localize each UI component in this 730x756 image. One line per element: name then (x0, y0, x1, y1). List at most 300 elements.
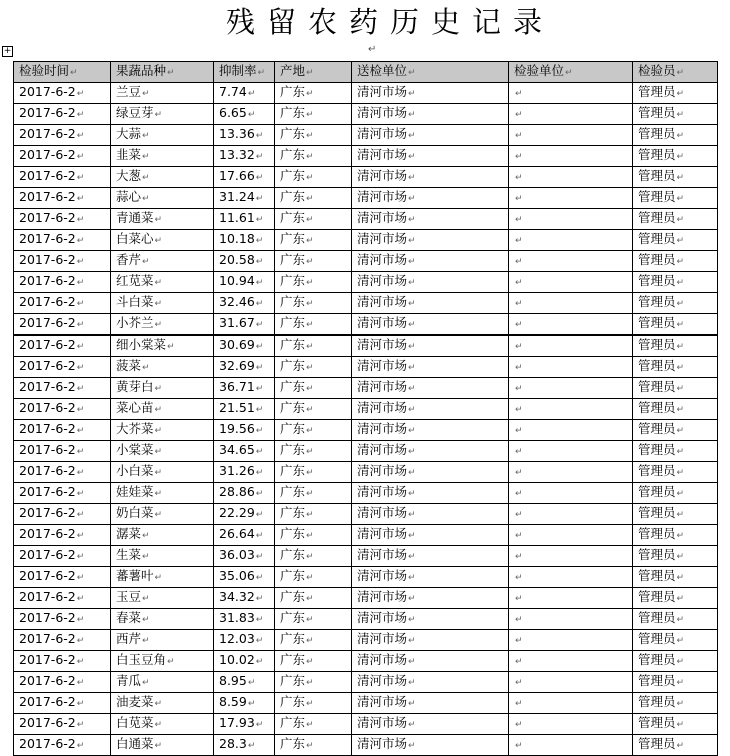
table-move-handle-icon[interactable]: + (3, 46, 12, 56)
cell-inspection-date[interactable] (14, 399, 111, 420)
cell-inspection-date[interactable] (14, 735, 111, 756)
cell-produce-variety[interactable] (111, 714, 214, 735)
cell-end-mark-icon: ↵ (255, 636, 264, 646)
cell-inspection-date[interactable] (14, 609, 111, 630)
cell-submitting-unit[interactable] (352, 188, 509, 209)
cell-inspection-date[interactable] (14, 525, 111, 546)
cell-inspection-date[interactable] (14, 62, 111, 83)
cell-origin[interactable] (275, 504, 352, 525)
cell-origin[interactable] (275, 314, 352, 336)
cell-end-mark-icon: ↵ (154, 426, 163, 436)
cell-origin[interactable] (275, 357, 352, 378)
cell-inspection-date[interactable] (14, 714, 111, 735)
cell-inspecting-unit[interactable] (509, 546, 633, 567)
cell-end-mark-icon: ↵ (255, 510, 264, 520)
cell-origin[interactable] (275, 567, 352, 588)
cell-origin[interactable] (275, 251, 352, 272)
cell-inspector[interactable] (633, 504, 718, 525)
cell-submitting-unit[interactable] (352, 335, 509, 357)
cell-produce-variety[interactable] (111, 588, 214, 609)
cell-origin[interactable] (275, 83, 352, 104)
cell-inspecting-unit[interactable] (509, 209, 633, 230)
cell-submitting-unit[interactable] (352, 83, 509, 104)
cell-origin[interactable] (275, 167, 352, 188)
cell-inhibition-rate[interactable] (214, 567, 275, 588)
cell-inspecting-unit[interactable] (509, 83, 633, 104)
cell-end-mark-icon: ↵ (408, 426, 416, 436)
cell-produce-variety[interactable] (111, 125, 214, 146)
cell-inspection-date[interactable] (14, 630, 111, 651)
produce-variety-text: 白通菜 (116, 736, 154, 751)
cell-end-mark-icon: ↵ (515, 89, 523, 99)
cell-inspection-date[interactable] (14, 293, 111, 314)
cell-submitting-unit[interactable] (352, 62, 509, 83)
cell-produce-variety[interactable] (111, 567, 214, 588)
cell-inhibition-rate[interactable] (214, 609, 275, 630)
cell-end-mark-icon: ↵ (255, 320, 264, 330)
cell-inspector[interactable] (633, 399, 718, 420)
cell-origin[interactable] (275, 420, 352, 441)
cell-produce-variety[interactable] (111, 209, 214, 230)
cell-inspector[interactable] (633, 314, 718, 336)
submitting-unit-text: 清河市场 (357, 442, 408, 457)
cell-produce-variety[interactable] (111, 735, 214, 756)
cell-inspection-date[interactable] (14, 378, 111, 399)
cell-origin[interactable] (275, 378, 352, 399)
cell-inspector[interactable] (633, 209, 718, 230)
cell-inhibition-rate[interactable] (214, 693, 275, 714)
cell-inhibition-rate[interactable] (214, 230, 275, 251)
cell-inhibition-rate[interactable] (214, 714, 275, 735)
cell-produce-variety[interactable] (111, 357, 214, 378)
cell-origin[interactable] (275, 188, 352, 209)
cell-inhibition-rate[interactable] (214, 335, 275, 357)
cell-produce-variety[interactable] (111, 378, 214, 399)
cell-inspection-date[interactable] (14, 146, 111, 167)
cell-submitting-unit[interactable] (352, 714, 509, 735)
paragraph-mark-icon: ↵ (368, 44, 377, 55)
cell-produce-variety[interactable] (111, 188, 214, 209)
cell-inspecting-unit[interactable] (509, 735, 633, 756)
cell-end-mark-icon: ↵ (676, 405, 685, 415)
cell-inspection-date[interactable] (14, 251, 111, 272)
cell-end-mark-icon: ↵ (515, 636, 523, 646)
cell-inhibition-rate[interactable] (214, 735, 275, 756)
cell-inspection-date[interactable] (14, 588, 111, 609)
table-row (14, 125, 718, 146)
cell-inspection-date[interactable] (14, 167, 111, 188)
cell-inspector[interactable] (633, 104, 718, 125)
cell-inspecting-unit[interactable] (509, 272, 633, 293)
cell-inhibition-rate[interactable] (214, 588, 275, 609)
cell-produce-variety[interactable] (111, 420, 214, 441)
cell-produce-variety[interactable] (111, 293, 214, 314)
cell-inspector[interactable] (633, 630, 718, 651)
cell-end-mark-icon: ↵ (676, 257, 685, 267)
cell-origin[interactable] (275, 399, 352, 420)
cell-inhibition-rate[interactable] (214, 420, 275, 441)
cell-origin[interactable] (275, 672, 352, 693)
cell-inspecting-unit[interactable] (509, 104, 633, 125)
cell-end-mark-icon: ↵ (154, 320, 163, 330)
cell-inspector[interactable] (633, 62, 718, 83)
cell-inspector[interactable] (633, 83, 718, 104)
cell-submitting-unit[interactable] (352, 146, 509, 167)
table-row (14, 567, 718, 588)
cell-inspecting-unit[interactable] (509, 146, 633, 167)
cell-end-mark-icon: ↵ (515, 342, 523, 352)
cell-produce-variety[interactable] (111, 462, 214, 483)
cell-inspecting-unit[interactable] (509, 335, 633, 357)
produce-variety-text: 西芹 (116, 631, 142, 646)
cell-origin[interactable] (275, 209, 352, 230)
cell-submitting-unit[interactable] (352, 314, 509, 336)
cell-produce-variety[interactable] (111, 672, 214, 693)
cell-submitting-unit[interactable] (352, 525, 509, 546)
cell-inspecting-unit[interactable] (509, 378, 633, 399)
cell-inspector[interactable] (633, 378, 718, 399)
produce-variety-text: 蒜心 (116, 189, 142, 204)
inhibition-rate-text: 13.36 (219, 126, 255, 141)
cell-inspection-date[interactable] (14, 125, 111, 146)
cell-submitting-unit[interactable] (352, 441, 509, 462)
cell-inspection-date[interactable] (14, 272, 111, 293)
cell-inspecting-unit[interactable] (509, 62, 633, 83)
cell-inhibition-rate[interactable] (214, 125, 275, 146)
cell-end-mark-icon: ↵ (515, 594, 523, 604)
cell-origin[interactable] (275, 441, 352, 462)
cell-inhibition-rate[interactable] (214, 357, 275, 378)
cell-inspecting-unit[interactable] (509, 609, 633, 630)
cell-produce-variety[interactable] (111, 693, 214, 714)
cell-inhibition-rate[interactable] (214, 504, 275, 525)
inhibition-rate-text: 21.51 (219, 400, 255, 415)
cell-inhibition-rate[interactable] (214, 483, 275, 504)
cell-inspector[interactable] (633, 188, 718, 209)
cell-end-mark-icon: ↵ (306, 468, 314, 478)
cell-inspection-date[interactable] (14, 546, 111, 567)
cell-submitting-unit[interactable] (352, 630, 509, 651)
cell-origin[interactable] (275, 230, 352, 251)
cell-origin[interactable] (275, 146, 352, 167)
cell-inspection-date[interactable] (14, 483, 111, 504)
cell-inspection-date[interactable] (14, 441, 111, 462)
cell-inspector[interactable] (633, 714, 718, 735)
cell-inspector[interactable] (633, 567, 718, 588)
inspection-date-text: 检验时间 (19, 63, 70, 78)
cell-end-mark-icon: ↵ (154, 699, 163, 709)
cell-inspection-date[interactable] (14, 672, 111, 693)
produce-variety-text: 蕃薯叶 (116, 568, 154, 583)
cell-origin[interactable] (275, 546, 352, 567)
submitting-unit-text: 清河市场 (357, 505, 408, 520)
inspector-text: 管理员 (638, 337, 676, 352)
cell-inspecting-unit[interactable] (509, 125, 633, 146)
cell-end-mark-icon: ↵ (306, 510, 314, 520)
cell-inspector[interactable] (633, 441, 718, 462)
cell-submitting-unit[interactable] (352, 504, 509, 525)
cell-inspector[interactable] (633, 735, 718, 756)
cell-inspection-date[interactable] (14, 504, 111, 525)
origin-text: 广东 (280, 589, 306, 604)
cell-end-mark-icon: ↵ (408, 194, 416, 204)
cell-inhibition-rate[interactable] (214, 462, 275, 483)
cell-end-mark-icon: ↵ (255, 384, 264, 394)
cell-origin[interactable] (275, 335, 352, 357)
cell-inspecting-unit[interactable] (509, 441, 633, 462)
inhibition-rate-text: 30.69 (219, 337, 255, 352)
cell-inspector[interactable] (633, 525, 718, 546)
cell-inspector[interactable] (633, 357, 718, 378)
cell-inhibition-rate[interactable] (214, 525, 275, 546)
cell-submitting-unit[interactable] (352, 420, 509, 441)
inspection-date-text: 2017-6-2 (19, 315, 76, 330)
inspector-text: 管理员 (638, 252, 676, 267)
cell-produce-variety[interactable] (111, 630, 214, 651)
cell-origin[interactable] (275, 272, 352, 293)
cell-inspector[interactable] (633, 672, 718, 693)
cell-submitting-unit[interactable] (352, 588, 509, 609)
cell-end-mark-icon: ↵ (142, 615, 150, 625)
cell-inspection-date[interactable] (14, 693, 111, 714)
cell-end-mark-icon: ↵ (408, 384, 416, 394)
cell-inspection-date[interactable] (14, 104, 111, 125)
cell-submitting-unit[interactable] (352, 125, 509, 146)
cell-submitting-unit[interactable] (352, 293, 509, 314)
cell-inspector[interactable] (633, 483, 718, 504)
cell-produce-variety[interactable] (111, 609, 214, 630)
cell-submitting-unit[interactable] (352, 672, 509, 693)
cell-inhibition-rate[interactable] (214, 272, 275, 293)
cell-origin[interactable] (275, 525, 352, 546)
cell-submitting-unit[interactable] (352, 399, 509, 420)
table-row (14, 693, 718, 714)
cell-submitting-unit[interactable] (352, 378, 509, 399)
cell-origin[interactable] (275, 693, 352, 714)
cell-inhibition-rate[interactable] (214, 672, 275, 693)
cell-submitting-unit[interactable] (352, 567, 509, 588)
cell-inspector[interactable] (633, 420, 718, 441)
cell-inspector[interactable] (633, 588, 718, 609)
cell-origin[interactable] (275, 714, 352, 735)
cell-produce-variety[interactable] (111, 83, 214, 104)
cell-inspecting-unit[interactable] (509, 693, 633, 714)
cell-produce-variety[interactable] (111, 272, 214, 293)
cell-end-mark-icon: ↵ (515, 741, 523, 751)
origin-text: 广东 (280, 231, 306, 246)
cell-inspector[interactable] (633, 293, 718, 314)
cell-end-mark-icon: ↵ (306, 363, 314, 373)
cell-inspection-date[interactable] (14, 567, 111, 588)
cell-inspection-date[interactable] (14, 335, 111, 357)
cell-inspection-date[interactable] (14, 209, 111, 230)
cell-inspection-date[interactable] (14, 188, 111, 209)
cell-produce-variety[interactable] (111, 314, 214, 336)
cell-inspection-date[interactable] (14, 357, 111, 378)
cell-inspector[interactable] (633, 335, 718, 357)
cell-submitting-unit[interactable] (352, 104, 509, 125)
cell-inspector[interactable] (633, 651, 718, 672)
inhibition-rate-text: 20.58 (219, 252, 255, 267)
cell-inspector[interactable] (633, 462, 718, 483)
cell-inspection-date[interactable] (14, 651, 111, 672)
cell-produce-variety[interactable] (111, 167, 214, 188)
cell-origin[interactable] (275, 62, 352, 83)
cell-inhibition-rate[interactable] (214, 188, 275, 209)
cell-inspecting-unit[interactable] (509, 357, 633, 378)
cell-submitting-unit[interactable] (352, 609, 509, 630)
cell-inspecting-unit[interactable] (509, 651, 633, 672)
cell-inspector[interactable] (633, 167, 718, 188)
cell-inhibition-rate[interactable] (214, 630, 275, 651)
cell-origin[interactable] (275, 735, 352, 756)
cell-end-mark-icon: ↵ (515, 510, 523, 520)
cell-inhibition-rate[interactable] (214, 104, 275, 125)
cell-inspecting-unit[interactable] (509, 525, 633, 546)
produce-variety-text: 菜心苗 (116, 400, 154, 415)
cell-inspection-date[interactable] (14, 230, 111, 251)
cell-produce-variety[interactable] (111, 335, 214, 357)
cell-inspection-date[interactable] (14, 420, 111, 441)
cell-inspecting-unit[interactable] (509, 672, 633, 693)
cell-inspecting-unit[interactable] (509, 314, 633, 336)
cell-produce-variety[interactable] (111, 546, 214, 567)
inspector-text: 管理员 (638, 652, 676, 667)
cell-inspecting-unit[interactable] (509, 230, 633, 251)
cell-inspecting-unit[interactable] (509, 588, 633, 609)
cell-produce-variety[interactable] (111, 146, 214, 167)
cell-submitting-unit[interactable] (352, 209, 509, 230)
cell-end-mark-icon: ↵ (306, 636, 314, 646)
cell-inhibition-rate[interactable] (214, 378, 275, 399)
cell-produce-variety[interactable] (111, 525, 214, 546)
cell-produce-variety[interactable] (111, 651, 214, 672)
cell-submitting-unit[interactable] (352, 483, 509, 504)
inhibition-rate-text: 8.95 (219, 673, 247, 688)
cell-submitting-unit[interactable] (352, 546, 509, 567)
cell-inspector[interactable] (633, 272, 718, 293)
cell-inspector[interactable] (633, 125, 718, 146)
cell-inspecting-unit[interactable] (509, 714, 633, 735)
cell-origin[interactable] (275, 609, 352, 630)
cell-origin[interactable] (275, 104, 352, 125)
cell-inhibition-rate[interactable] (214, 251, 275, 272)
cell-inspecting-unit[interactable] (509, 483, 633, 504)
cell-inspecting-unit[interactable] (509, 567, 633, 588)
origin-text: 广东 (280, 126, 306, 141)
inspector-text: 检验员 (638, 63, 676, 78)
cell-submitting-unit[interactable] (352, 651, 509, 672)
cell-end-mark-icon: ↵ (255, 363, 264, 373)
submitting-unit-text: 清河市场 (357, 673, 408, 688)
cell-inspector[interactable] (633, 609, 718, 630)
cell-end-mark-icon: ↵ (676, 657, 685, 667)
cell-origin[interactable] (275, 462, 352, 483)
cell-inhibition-rate[interactable] (214, 651, 275, 672)
cell-produce-variety[interactable] (111, 399, 214, 420)
cell-inhibition-rate[interactable] (214, 146, 275, 167)
cell-inhibition-rate[interactable] (214, 167, 275, 188)
cell-submitting-unit[interactable] (352, 167, 509, 188)
cell-end-mark-icon: ↵ (76, 405, 85, 415)
cell-inhibition-rate[interactable] (214, 441, 275, 462)
cell-end-mark-icon: ↵ (676, 573, 685, 583)
cell-produce-variety[interactable] (111, 251, 214, 272)
cell-inspection-date[interactable] (14, 462, 111, 483)
cell-end-mark-icon: ↵ (306, 447, 314, 457)
document-title: 残留农药历史记录 (225, 5, 554, 39)
cell-produce-variety[interactable] (111, 230, 214, 251)
cell-origin[interactable] (275, 293, 352, 314)
cell-inspector[interactable] (633, 230, 718, 251)
cell-produce-variety[interactable] (111, 104, 214, 125)
cell-inspecting-unit[interactable] (509, 630, 633, 651)
cell-inspecting-unit[interactable] (509, 188, 633, 209)
cell-inspecting-unit[interactable] (509, 504, 633, 525)
cell-submitting-unit[interactable] (352, 735, 509, 756)
cell-inhibition-rate[interactable] (214, 83, 275, 104)
cell-inhibition-rate[interactable] (214, 293, 275, 314)
produce-variety-text: 大葱 (116, 168, 142, 183)
cell-submitting-unit[interactable] (352, 272, 509, 293)
cell-inspector[interactable] (633, 693, 718, 714)
inspection-date-text: 2017-6-2 (19, 379, 76, 394)
cell-inspecting-unit[interactable] (509, 167, 633, 188)
cell-inspecting-unit[interactable] (509, 420, 633, 441)
cell-produce-variety[interactable] (111, 62, 214, 83)
cell-inhibition-rate[interactable] (214, 399, 275, 420)
cell-inspecting-unit[interactable] (509, 399, 633, 420)
cell-inspector[interactable] (633, 146, 718, 167)
cell-inspection-date[interactable] (14, 314, 111, 336)
table-row (14, 167, 718, 188)
cell-submitting-unit[interactable] (352, 693, 509, 714)
cell-submitting-unit[interactable] (352, 230, 509, 251)
cell-inspecting-unit[interactable] (509, 251, 633, 272)
cell-inspector[interactable] (633, 546, 718, 567)
cell-submitting-unit[interactable] (352, 251, 509, 272)
origin-text: 广东 (280, 526, 306, 541)
cell-produce-variety[interactable] (111, 504, 214, 525)
cell-origin[interactable] (275, 125, 352, 146)
cell-inspection-date[interactable] (14, 83, 111, 104)
cell-submitting-unit[interactable] (352, 462, 509, 483)
cell-origin[interactable] (275, 483, 352, 504)
cell-inspector[interactable] (633, 251, 718, 272)
cell-produce-variety[interactable] (111, 483, 214, 504)
cell-end-mark-icon: ↵ (255, 152, 264, 162)
cell-end-mark-icon: ↵ (565, 68, 573, 78)
cell-inhibition-rate[interactable] (214, 62, 275, 83)
cell-end-mark-icon: ↵ (515, 384, 523, 394)
inspection-date-text: 2017-6-2 (19, 294, 76, 309)
cell-inspecting-unit[interactable] (509, 293, 633, 314)
inspector-text: 管理员 (638, 421, 676, 436)
cell-produce-variety[interactable] (111, 441, 214, 462)
cell-origin[interactable] (275, 630, 352, 651)
cell-inhibition-rate[interactable] (214, 546, 275, 567)
cell-origin[interactable] (275, 651, 352, 672)
cell-submitting-unit[interactable] (352, 357, 509, 378)
cell-origin[interactable] (275, 588, 352, 609)
cell-inhibition-rate[interactable] (214, 209, 275, 230)
cell-end-mark-icon: ↵ (255, 236, 264, 246)
cell-inspecting-unit[interactable] (509, 462, 633, 483)
inspection-date-text: 2017-6-2 (19, 84, 76, 99)
cell-inhibition-rate[interactable] (214, 314, 275, 336)
cell-end-mark-icon: ↵ (306, 110, 314, 120)
cell-end-mark-icon: ↵ (142, 531, 150, 541)
